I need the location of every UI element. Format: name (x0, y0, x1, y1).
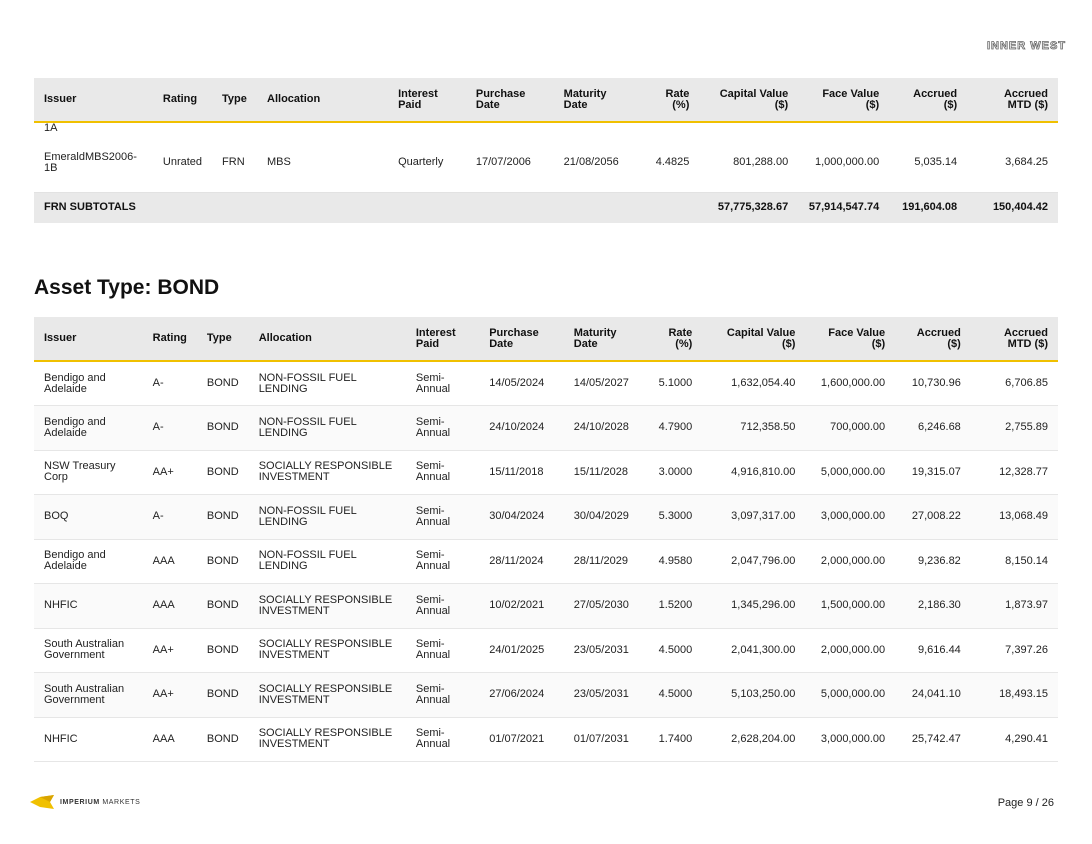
capital-value-cell: 1,345,296.00 (731, 599, 796, 612)
col-allocation: Allocation (257, 78, 388, 122)
type-cell: FRN (212, 134, 257, 192)
rate-cell: 5.3000 (658, 510, 693, 523)
rate-cell: 4.4825 (641, 134, 699, 192)
type-cell: BOND (206, 554, 239, 567)
table-row (34, 134, 1058, 192)
type-cell: BOND (206, 599, 239, 612)
issuer-cell: NHFIC (44, 732, 78, 745)
col-issuer: Issuer (34, 78, 153, 122)
rating-cell: AAA (152, 554, 175, 567)
rating-cell: AAA (152, 599, 175, 612)
brand-bold: IMPERIUM (60, 798, 100, 806)
allocation-cell: NON-FOSSIL FUEL LENDING (258, 415, 357, 439)
rating-cell: AAA (152, 732, 175, 745)
issuer-cell: NSW Treasury Corp (44, 460, 116, 484)
rate-cell: 1.7400 (658, 732, 693, 745)
accrued-mtd-cell: 2,755.89 (1005, 421, 1048, 434)
capital-value-cell: 3,097,317.00 (731, 510, 796, 523)
accrued-cell: 9,236.82 (917, 554, 961, 567)
bond-table (34, 317, 1058, 762)
col-face-value: Face Value ($) (798, 78, 889, 122)
table-row (34, 539, 1058, 584)
accrued-mtd-cell: 12,328.77 (999, 465, 1048, 478)
col-maturity-date: Maturity Date (554, 78, 642, 122)
interest-paid-cell: Semi-Annual (415, 549, 451, 573)
issuer-cell: 1A (44, 122, 58, 134)
col-issuer: Issuer (34, 317, 143, 361)
rate-cell: 1.5200 (658, 599, 693, 612)
interest-paid-cell: Quarterly (388, 134, 466, 192)
accrued-cell: 6,246.68 (917, 421, 961, 434)
purchase-date-cell: 15/11/2018 (489, 465, 544, 478)
col-accrued-mtd: Accrued MTD ($) (967, 78, 1058, 122)
col-allocation: Allocation (249, 317, 406, 361)
issuer-cell: NHFIC (44, 599, 78, 612)
rating-cell: A- (152, 377, 164, 389)
type-cell: BOND (206, 688, 239, 701)
accrued-cell: 9,616.44 (917, 643, 961, 656)
maturity-date-cell: 15/11/2028 (573, 465, 629, 478)
maturity-date-cell: 21/08/2056 (554, 134, 642, 192)
interest-paid-cell: Semi-Annual (415, 504, 451, 528)
col-accrued: Accrued ($) (889, 78, 967, 122)
allocation-cell: NON-FOSSIL FUEL LENDING (258, 549, 357, 573)
accrued-mtd-cell: 1,873.97 (1005, 599, 1048, 612)
face-value-cell: 3,000,000.00 (820, 510, 886, 523)
maturity-date-cell: 24/10/2028 (573, 421, 629, 434)
accrued-cell: 24,041.10 (911, 688, 961, 701)
table-row (34, 361, 1058, 406)
rating-cell: Unrated (153, 134, 212, 192)
allocation-cell: SOCIALLY RESPONSIBLE INVESTMENT (258, 682, 393, 706)
face-value-cell: 1,500,000.00 (820, 599, 886, 612)
face-value-cell: 5,000,000.00 (820, 688, 886, 701)
maturity-date-cell: 01/07/2031 (573, 732, 629, 745)
col-rating: Rating (143, 317, 197, 361)
issuer-cell: Bendigo and Adelaide (44, 371, 106, 395)
face-value-cell: 1,000,000.00 (798, 134, 889, 192)
accrued-cell: 2,186.30 (917, 599, 961, 612)
maturity-date-cell: 30/04/2029 (573, 510, 629, 523)
accrued-mtd-cell: 3,684.25 (967, 134, 1058, 192)
col-rating: Rating (153, 78, 212, 122)
face-value-cell: 1,600,000.00 (820, 377, 886, 389)
frn-subtotals-row (34, 192, 1058, 223)
accrued-mtd-cell: 18,493.15 (999, 688, 1048, 701)
type-cell: BOND (206, 465, 239, 478)
table-row (34, 450, 1058, 495)
accrued-mtd-cell: 7,397.26 (1005, 643, 1048, 656)
allocation-cell: NON-FOSSIL FUEL LENDING (258, 371, 357, 395)
purchase-date-cell: 01/07/2021 (489, 732, 545, 745)
accrued-cell: 19,315.07 (911, 465, 961, 478)
capital-value-cell: 1,632,054.40 (731, 377, 796, 389)
issuer-cell: EmeraldMBS2006-1B (34, 134, 153, 192)
issuer-cell: Bendigo and Adelaide (44, 415, 106, 439)
section-title: Asset Type: BOND (34, 276, 220, 299)
col-rate: Rate (%) (641, 78, 699, 122)
imperium-markets-logo (30, 795, 140, 809)
rate-cell: 4.5000 (658, 643, 693, 656)
accrued-cell: 5,035.14 (889, 134, 967, 192)
frn-header-row (34, 78, 1058, 122)
capital-value-cell: 2,628,204.00 (731, 732, 796, 745)
accrued-mtd-cell: 13,068.49 (999, 510, 1048, 523)
type-cell: BOND (206, 732, 239, 745)
purchase-date-cell: 24/01/2025 (489, 643, 545, 656)
col-accrued-mtd: Accrued MTD ($) (971, 317, 1058, 361)
brand-light: MARKETS (102, 798, 141, 806)
rate-cell: 3.0000 (658, 465, 693, 478)
capital-value-cell: 2,047,796.00 (731, 554, 796, 567)
page-number: Page 9 / 26 (997, 797, 1054, 809)
table-row (34, 717, 1058, 762)
capital-value-cell: 2,041,300.00 (731, 643, 796, 656)
accrued-cell: 10,730.96 (911, 377, 961, 389)
rating-cell: AA+ (152, 465, 174, 478)
capital-value-cell: 5,103,250.00 (731, 688, 796, 701)
interest-paid-cell: Semi-Annual (415, 460, 451, 484)
col-type: Type (212, 78, 257, 122)
table-row (34, 406, 1058, 451)
issuer-cell: South Australian Government (44, 638, 125, 662)
accrued-cell: 27,008.22 (911, 510, 961, 523)
interest-paid-cell: Semi-Annual (415, 593, 451, 617)
bond-header-row (34, 317, 1058, 361)
rate-cell: 4.9580 (658, 554, 693, 567)
allocation-cell: MBS (257, 134, 388, 192)
purchase-date-cell: 24/10/2024 (489, 421, 545, 434)
accrued-mtd-cell: 4,290.41 (1005, 732, 1048, 745)
maturity-date-cell: 14/05/2027 (573, 377, 629, 389)
issuer-cell: BOQ (44, 510, 69, 523)
maturity-date-cell: 23/05/2031 (573, 688, 629, 701)
allocation-cell: SOCIALLY RESPONSIBLE INVESTMENT (258, 638, 393, 662)
subtotal-capital-value: 57,775,328.67 (717, 201, 789, 214)
maturity-date-cell: 27/05/2030 (573, 599, 629, 612)
col-face-value: Face Value ($) (805, 317, 895, 361)
col-purchase-date: Purchase Date (479, 317, 564, 361)
col-capital-value: Capital Value ($) (702, 317, 805, 361)
table-row (34, 673, 1058, 718)
col-type: Type (197, 317, 249, 361)
table-row-continued (34, 122, 1058, 134)
maturity-date-cell: 28/11/2029 (573, 554, 629, 567)
face-value-cell: 700,000.00 (830, 421, 886, 434)
capital-value-cell: 4,916,810.00 (731, 465, 796, 478)
purchase-date-cell: 27/06/2024 (489, 688, 545, 701)
subtotal-accrued: 191,604.08 (902, 201, 958, 214)
type-cell: BOND (206, 510, 239, 523)
accrued-mtd-cell: 6,706.85 (1005, 377, 1048, 389)
col-accrued: Accrued ($) (895, 317, 971, 361)
subtotal-accrued-mtd: 150,404.42 (992, 201, 1048, 214)
allocation-cell: SOCIALLY RESPONSIBLE INVESTMENT (258, 727, 393, 751)
rating-cell: A- (152, 510, 164, 523)
interest-paid-cell: Semi-Annual (415, 415, 451, 439)
table-row (34, 584, 1058, 629)
rating-cell: A- (152, 421, 164, 434)
purchase-date-cell: 14/05/2024 (489, 377, 545, 389)
purchase-date-cell: 10/02/2021 (489, 599, 545, 612)
face-value-cell: 3,000,000.00 (820, 732, 886, 745)
rate-cell: 5.1000 (658, 377, 693, 389)
type-cell: BOND (206, 643, 239, 656)
rating-cell: AA+ (152, 688, 174, 701)
interest-paid-cell: Semi-Annual (415, 727, 451, 751)
col-interest-paid: Interest Paid (406, 317, 479, 361)
subtotal-face-value: 57,914,547.74 (808, 201, 880, 214)
rating-cell: AA+ (152, 643, 174, 656)
frn-table (34, 78, 1058, 223)
col-rate: Rate (%) (646, 317, 702, 361)
issuer-cell: Bendigo and Adelaide (44, 549, 106, 573)
rate-cell: 4.7900 (658, 421, 693, 434)
maturity-date-cell: 23/05/2031 (573, 643, 629, 656)
table-row (34, 628, 1058, 673)
rate-cell: 4.5000 (658, 688, 693, 701)
allocation-cell: NON-FOSSIL FUEL LENDING (258, 504, 357, 528)
issuer-cell: South Australian Government (44, 682, 125, 706)
interest-paid-cell: Semi-Annual (415, 638, 451, 662)
col-maturity-date: Maturity Date (564, 317, 647, 361)
type-cell: BOND (206, 421, 239, 434)
capital-value-cell: 712,358.50 (740, 421, 796, 434)
face-value-cell: 2,000,000.00 (820, 643, 886, 656)
face-value-cell: 2,000,000.00 (820, 554, 886, 567)
col-capital-value: Capital Value ($) (699, 78, 798, 122)
face-value-cell: 5,000,000.00 (820, 465, 886, 478)
imperium-mark-icon (30, 795, 54, 809)
purchase-date-cell: 28/11/2024 (489, 554, 544, 567)
col-interest-paid: Interest Paid (388, 78, 466, 122)
table-row (34, 495, 1058, 540)
purchase-date-cell: 17/07/2006 (466, 134, 554, 192)
interest-paid-cell: Semi-Annual (415, 682, 451, 706)
allocation-cell: SOCIALLY RESPONSIBLE INVESTMENT (258, 593, 393, 617)
col-purchase-date: Purchase Date (466, 78, 554, 122)
accrued-cell: 25,742.47 (911, 732, 961, 745)
type-cell: BOND (206, 377, 239, 389)
allocation-cell: SOCIALLY RESPONSIBLE INVESTMENT (258, 460, 393, 484)
subtotals-label: FRN SUBTOTALS (44, 201, 136, 214)
accrued-mtd-cell: 8,150.14 (1005, 554, 1048, 567)
interest-paid-cell: Semi-Annual (415, 371, 451, 395)
council-logo: INNER WEST (986, 40, 1066, 52)
purchase-date-cell: 30/04/2024 (489, 510, 545, 523)
capital-value-cell: 801,288.00 (699, 134, 798, 192)
